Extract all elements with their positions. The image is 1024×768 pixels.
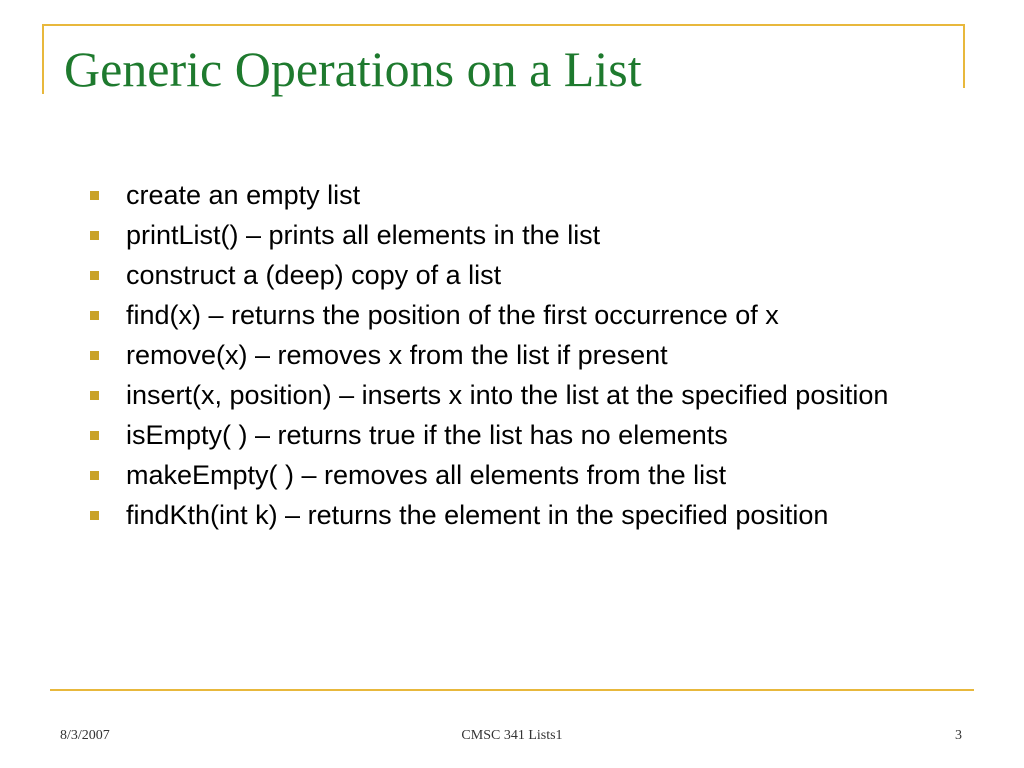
footer-divider — [50, 689, 974, 691]
bullet-text: isEmpty( ) – returns true if the list has no elements — [126, 420, 728, 450]
bullet-item — [90, 420, 970, 450]
bullet-text: create an empty list — [126, 180, 361, 210]
footer-date: 8/3/2007 — [60, 728, 110, 743]
bullet-text: printList() – prints all elements in the list — [126, 220, 601, 250]
square-bullet-icon — [90, 351, 99, 360]
bullet-list — [90, 180, 970, 540]
bullet-text: construct a (deep) copy of a list — [126, 260, 502, 290]
square-bullet-icon — [90, 471, 99, 480]
footer-course-label: CMSC 341 Lists1 — [461, 728, 563, 743]
square-bullet-icon — [90, 311, 99, 320]
bullet-item — [90, 340, 970, 370]
page-number: 3 — [955, 728, 962, 743]
square-bullet-icon — [90, 391, 99, 400]
bullet-item — [90, 220, 970, 250]
frame-top-line — [42, 24, 964, 26]
bullet-item — [90, 460, 970, 490]
square-bullet-icon — [90, 191, 99, 200]
bullet-text: findKth(int k) – returns the element in the specified position — [126, 500, 829, 530]
bullet-item — [90, 260, 970, 290]
frame-left-line — [42, 24, 44, 94]
bullet-item — [90, 380, 970, 410]
bullet-text: remove(x) – removes x from the list if present — [126, 340, 668, 370]
square-bullet-icon — [90, 511, 99, 520]
bullet-item — [90, 180, 970, 210]
bullet-text: find(x) – returns the position of the first occurrence of x — [126, 300, 779, 330]
square-bullet-icon — [90, 231, 99, 240]
bullet-text: makeEmpty( ) – removes all elements from the list — [126, 460, 727, 490]
slide-title: Generic Operations on a List — [64, 41, 642, 97]
bullet-item — [90, 500, 970, 530]
frame-right-line — [963, 24, 965, 88]
bullet-item — [90, 300, 970, 330]
square-bullet-icon — [90, 431, 99, 440]
square-bullet-icon — [90, 271, 99, 280]
bullet-text: insert(x, position) – inserts x into the list at the specified position — [126, 380, 889, 410]
